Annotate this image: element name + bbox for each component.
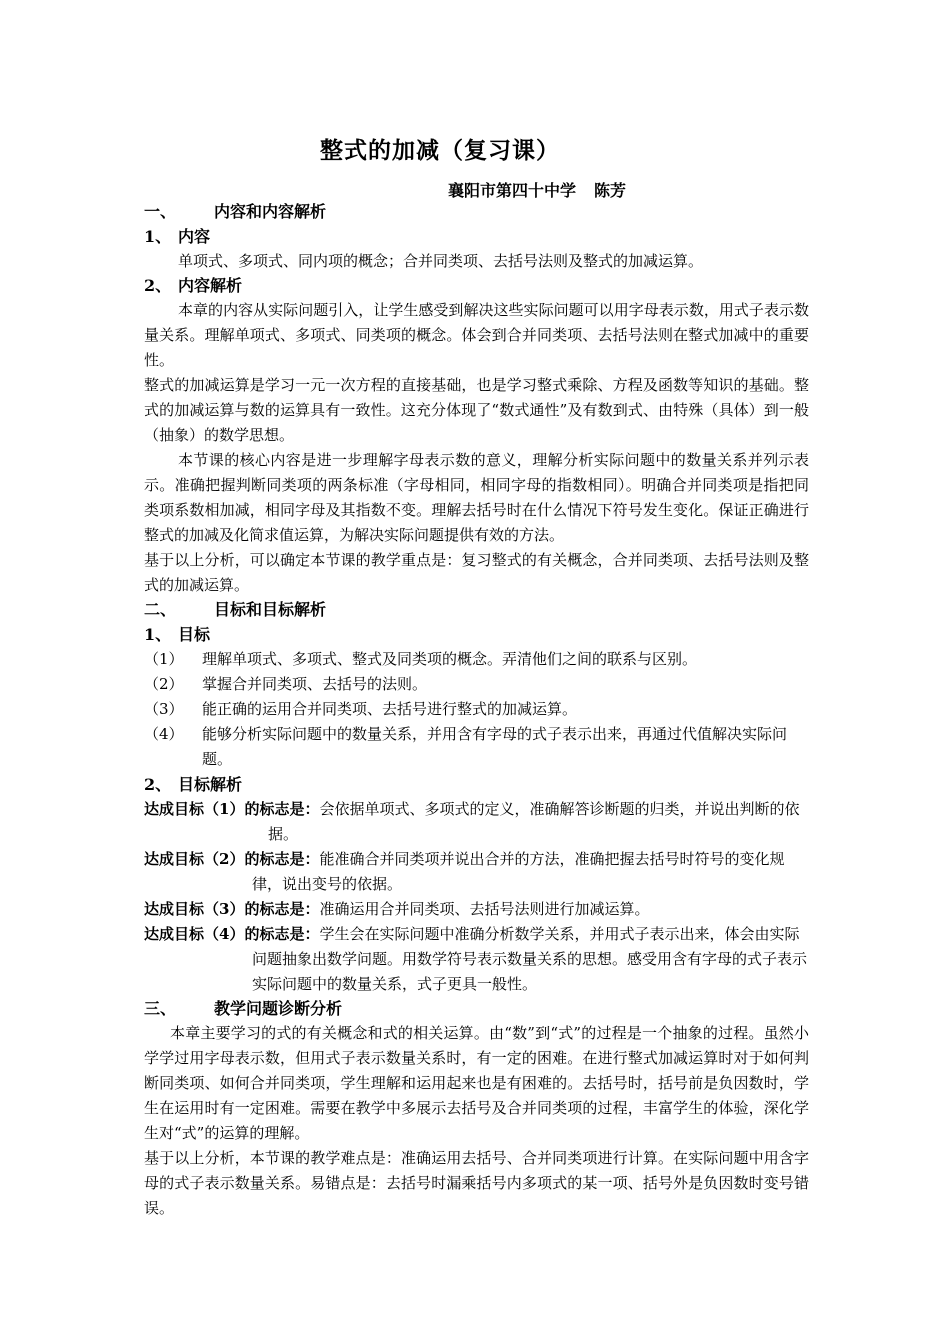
criterion-label: 达成目标（3）的标志是： <box>144 900 320 918</box>
criterion-text: 准确运用合并同类项、去括号法则进行加减运算。 <box>319 900 650 918</box>
analysis-paragraph-4: 基于以上分析，可以确定本节课的教学重点是：复习整式的有关概念，合并同类项、去括号法则及整式的加减运算。 <box>144 551 809 594</box>
analysis-paragraph-2: 整式的加减运算是学习一元一次方程的直接基础，也是学习整式乘除、方程及函数等知识的基础。整式的加减运算与数的运算具有一致性。这充分体现了“数式通性”及有数到式、由特殊（具体）到一般（抽象）的数学思想。 <box>144 376 809 444</box>
section-title: 教学问题诊断分析 <box>214 999 343 1018</box>
subsection-1-1-heading <box>144 224 809 249</box>
criterion-text: 会依据单项式、多项式的定义，准确解答诊断题的归类，并说出判断的依据。 <box>268 800 800 843</box>
subsection-title: 内容 <box>178 227 211 246</box>
list-text: 掌握合并同类项、去括号的法则。 <box>202 675 428 693</box>
goal-criterion <box>144 797 809 847</box>
criterion-text: 学生会在实际问题中准确分析数学关系，并用式子表示出来，体会由实际问题抽象出数学问题。用数学符号表示数量关系的思想。感受用含有字母的式子表示实际问题中的数量关系，式子更具一般性。 <box>252 925 808 993</box>
list-text: 理解单项式、多项式、整式及同类项的概念。弄清他们之间的联系与区别。 <box>202 650 698 668</box>
page-title: 整式的加减（复习课） <box>320 137 560 164</box>
author-name: 陈芳 <box>594 181 627 200</box>
section-number: 一、 <box>144 202 177 221</box>
criterion-label: 达成目标（1）的标志是： <box>144 800 320 818</box>
goal-list-item <box>144 672 809 697</box>
author-line <box>448 178 644 201</box>
diagnosis-paragraph-1: 本章主要学习的式的有关概念和式的相关运算。由“数”到“式”的过程是一个抽象的过程。虽然小学学过用字母表示数，但用式子表示数量关系时，有一定的困难。在进行整式加减运算时对于如何判断同类项、如何合并同类项，学生理解和运用起来也是有困难的。去括号时，括号前是负因数时，学生在运用时有一定困难。需要在教学中多展示去括号及合并同类项的过程，丰富学生的体验，深化学生对“式”的运算的理解。 <box>144 1024 809 1142</box>
content-paragraph: 单项式、多项式、同内项的概念；合并同类项、去括号法则及整式的加减运算。 <box>178 252 704 270</box>
list-number: （4） <box>144 725 184 743</box>
criterion-label: 达成目标（2）的标志是： <box>144 850 320 868</box>
list-text: 能正确的运用合并同类项、去括号进行整式的加减运算。 <box>202 700 578 718</box>
subsection-2-2-heading <box>144 772 809 797</box>
section-title: 目标和目标解析 <box>214 600 327 619</box>
list-number: （2） <box>144 675 184 693</box>
subsection-title: 目标解析 <box>178 775 243 794</box>
diagnosis-paragraph-2: 基于以上分析，本节课的教学难点是：准确运用去括号、合并同类项进行计算。在实际问题中用含字母的式子表示数量关系。易错点是：去括号时漏乘括号内多项式的某一项、括号外是负因数时变号错误。 <box>144 1149 809 1217</box>
goal-criterion <box>144 897 809 922</box>
goal-list-item <box>144 722 809 772</box>
list-number: （1） <box>144 650 184 668</box>
list-number: （3） <box>144 700 184 718</box>
criterion-label: 达成目标（4）的标志是： <box>144 925 320 943</box>
subsection-1-2-heading <box>144 273 809 298</box>
subsection-number: 2、 <box>144 276 172 295</box>
subsection-2-1-heading <box>144 622 809 647</box>
subsection-number: 1、 <box>144 625 172 644</box>
list-text: 能够分析实际问题中的数量关系，并用含有字母的式子表示出来，再通过代值解决实际问题。 <box>202 725 788 768</box>
subsection-number: 1、 <box>144 227 172 246</box>
goal-criterion <box>144 922 809 997</box>
section-1-heading <box>144 199 809 224</box>
goal-list-item <box>144 647 809 672</box>
section-number: 三、 <box>144 999 177 1018</box>
analysis-paragraph-1: 本章的内容从实际问题引入，让学生感受到解决这些实际问题可以用字母表示数，用式子表示数量关系。理解单项式、多项式、同类项的概念。体会到合并同类项、去括号法则在整式加减中的重要性。 <box>144 301 809 369</box>
goal-list-item <box>144 697 809 722</box>
goal-criterion <box>144 847 809 897</box>
criterion-text: 能准确合并同类项并说出合并的方法，准确把握去括号时符号的变化规律，说出变号的依据。 <box>252 850 785 893</box>
subsection-title: 目标 <box>178 625 211 644</box>
section-number: 二、 <box>144 600 177 619</box>
section-title: 内容和内容解析 <box>214 202 327 221</box>
author-school: 襄阳市第四十中学 <box>448 181 577 200</box>
section-2-heading <box>144 597 809 622</box>
analysis-paragraph-3: 本节课的核心内容是进一步理解字母表示数的意义，理解分析实际问题中的数量关系并列示表示。准确把握判断同类项的两条标准（字母相同，相同字母的指数相同）。明确合并同类项是指把同类项系数相加减，相同字母及其指数不变。理解去括号时在什么情况下符号发生变化。保证正确进行整式的加减及化简求值运算，为解决实际问题提供有效的方法。 <box>144 451 809 544</box>
subsection-number: 2、 <box>144 775 172 794</box>
section-3-heading <box>144 996 809 1021</box>
subsection-title: 内容解析 <box>178 276 243 295</box>
